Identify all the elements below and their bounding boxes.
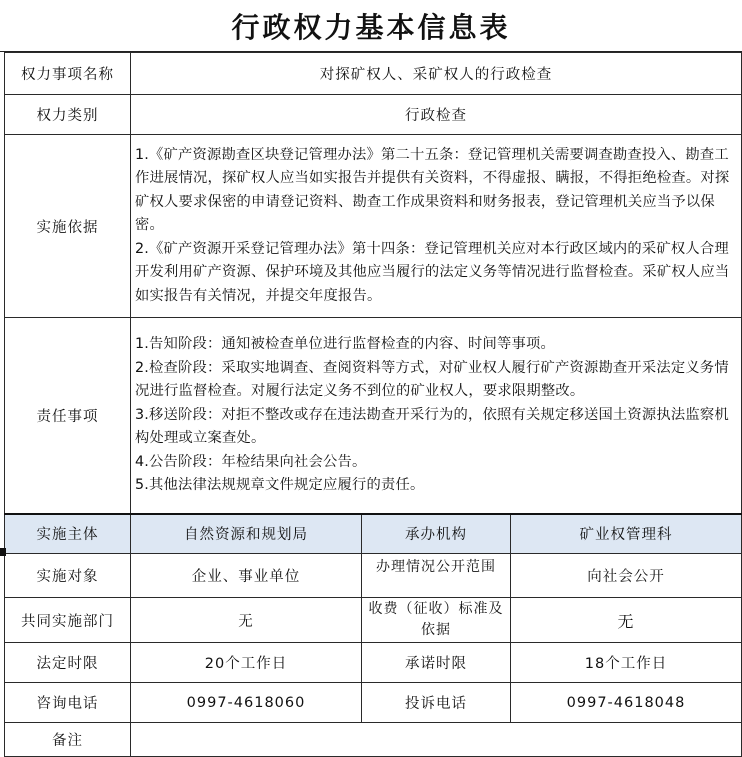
basis-paragraph: 1.《矿产资源勘查区块登记管理办法》第二十五条：登记管理机关需要调查勘查投入、勘查工作进展情况，探矿权人应当如实报告并提供有关资料，不得虚报、瞒报，不得拒绝检查。对探矿权人要求保密的申请登记资料、勘查工作成果资料和财务报表，登记管理机关应当予以保密。 bbox=[135, 146, 730, 234]
consult-phone-value: 0997-4618060 bbox=[131, 683, 362, 723]
responsibility-paragraph: 4.公告阶段：年检结果向社会公告。 bbox=[135, 453, 367, 470]
remark-value bbox=[131, 723, 742, 757]
agency-label: 承办机构 bbox=[362, 514, 511, 554]
row-category bbox=[5, 95, 742, 135]
remark-label: 备注 bbox=[5, 723, 131, 757]
responsibility-paragraph: 1.告知阶段：通知被检查单位进行监督检查的内容、时间等事项。 bbox=[135, 336, 555, 352]
basis-label: 实施依据 bbox=[5, 135, 131, 318]
responsibility-label: 责任事项 bbox=[5, 318, 131, 514]
basis-paragraph: 2.《矿产资源开采登记管理办法》第十四条：登记管理机关应对本行政区域内的采矿权人合理开发利用矿产资源、保护环境及其他应当履行的法定义务等情况进行监督检查。采矿权人应当如实报告有关情况，并提交年度报告。 bbox=[135, 240, 730, 304]
subject-label: 实施主体 bbox=[5, 514, 131, 554]
category-value: 行政检查 bbox=[131, 95, 742, 135]
target-value: 企业、事业单位 bbox=[131, 554, 362, 598]
disclosure-scope-value: 向社会公开 bbox=[511, 554, 742, 598]
name-label: 权力事项名称 bbox=[5, 53, 131, 95]
row-responsibility bbox=[5, 318, 742, 514]
dept-value: 无 bbox=[131, 598, 362, 643]
responsibility-paragraph: 2.检查阶段：采取实地调查、查阅资料等方式，对矿业权人履行矿产资源勘查开采法定义务情况进行监督检查。对履行法定义务不到位的矿业权人，要求限期整改。 bbox=[135, 359, 729, 399]
row-target bbox=[5, 554, 742, 598]
row-basis bbox=[5, 135, 742, 318]
info-table bbox=[4, 52, 742, 757]
complaint-phone-value: 0997-4618048 bbox=[511, 683, 742, 723]
responsibility-paragraph: 5.其他法律法规规章文件规定应履行的责任。 bbox=[135, 477, 425, 493]
fee-label: 收费（征收）标准及依据 bbox=[362, 598, 511, 643]
page-title: 行政权力基本信息表 bbox=[231, 11, 511, 44]
agency-value: 矿业权管理科 bbox=[511, 514, 742, 554]
responsibility-text bbox=[131, 318, 742, 514]
promised-time-value: 18个工作日 bbox=[511, 643, 742, 683]
disclosure-scope-cell bbox=[362, 554, 511, 598]
row-subject bbox=[5, 514, 742, 554]
fee-value: 无 bbox=[511, 598, 742, 643]
subject-value: 自然资源和规划局 bbox=[131, 514, 362, 554]
name-value: 对探矿权人、采矿权人的行政检查 bbox=[131, 53, 742, 95]
row-remark bbox=[5, 723, 742, 757]
row-phone bbox=[5, 683, 742, 723]
dept-label: 共同实施部门 bbox=[5, 598, 131, 643]
category-label: 权力类别 bbox=[5, 95, 131, 135]
row-name bbox=[5, 53, 742, 95]
row-time bbox=[5, 643, 742, 683]
promised-time-label: 承诺时限 bbox=[362, 643, 511, 683]
row-selection-marker bbox=[0, 548, 6, 556]
basis-text bbox=[131, 135, 742, 318]
legal-time-label: 法定时限 bbox=[5, 643, 131, 683]
complaint-phone-label: 投诉电话 bbox=[362, 683, 511, 723]
target-label: 实施对象 bbox=[5, 554, 131, 598]
disclosure-scope-label: 办理情况公开范围 bbox=[376, 559, 496, 575]
consult-phone-label: 咨询电话 bbox=[5, 683, 131, 723]
row-dept bbox=[5, 598, 742, 643]
responsibility-paragraph: 3.移送阶段：对拒不整改或存在违法勘查开采行为的，依照有关规定移送国土资源执法监察机构处理或立案查处。 bbox=[135, 406, 729, 446]
legal-time-value: 20个工作日 bbox=[131, 643, 362, 683]
